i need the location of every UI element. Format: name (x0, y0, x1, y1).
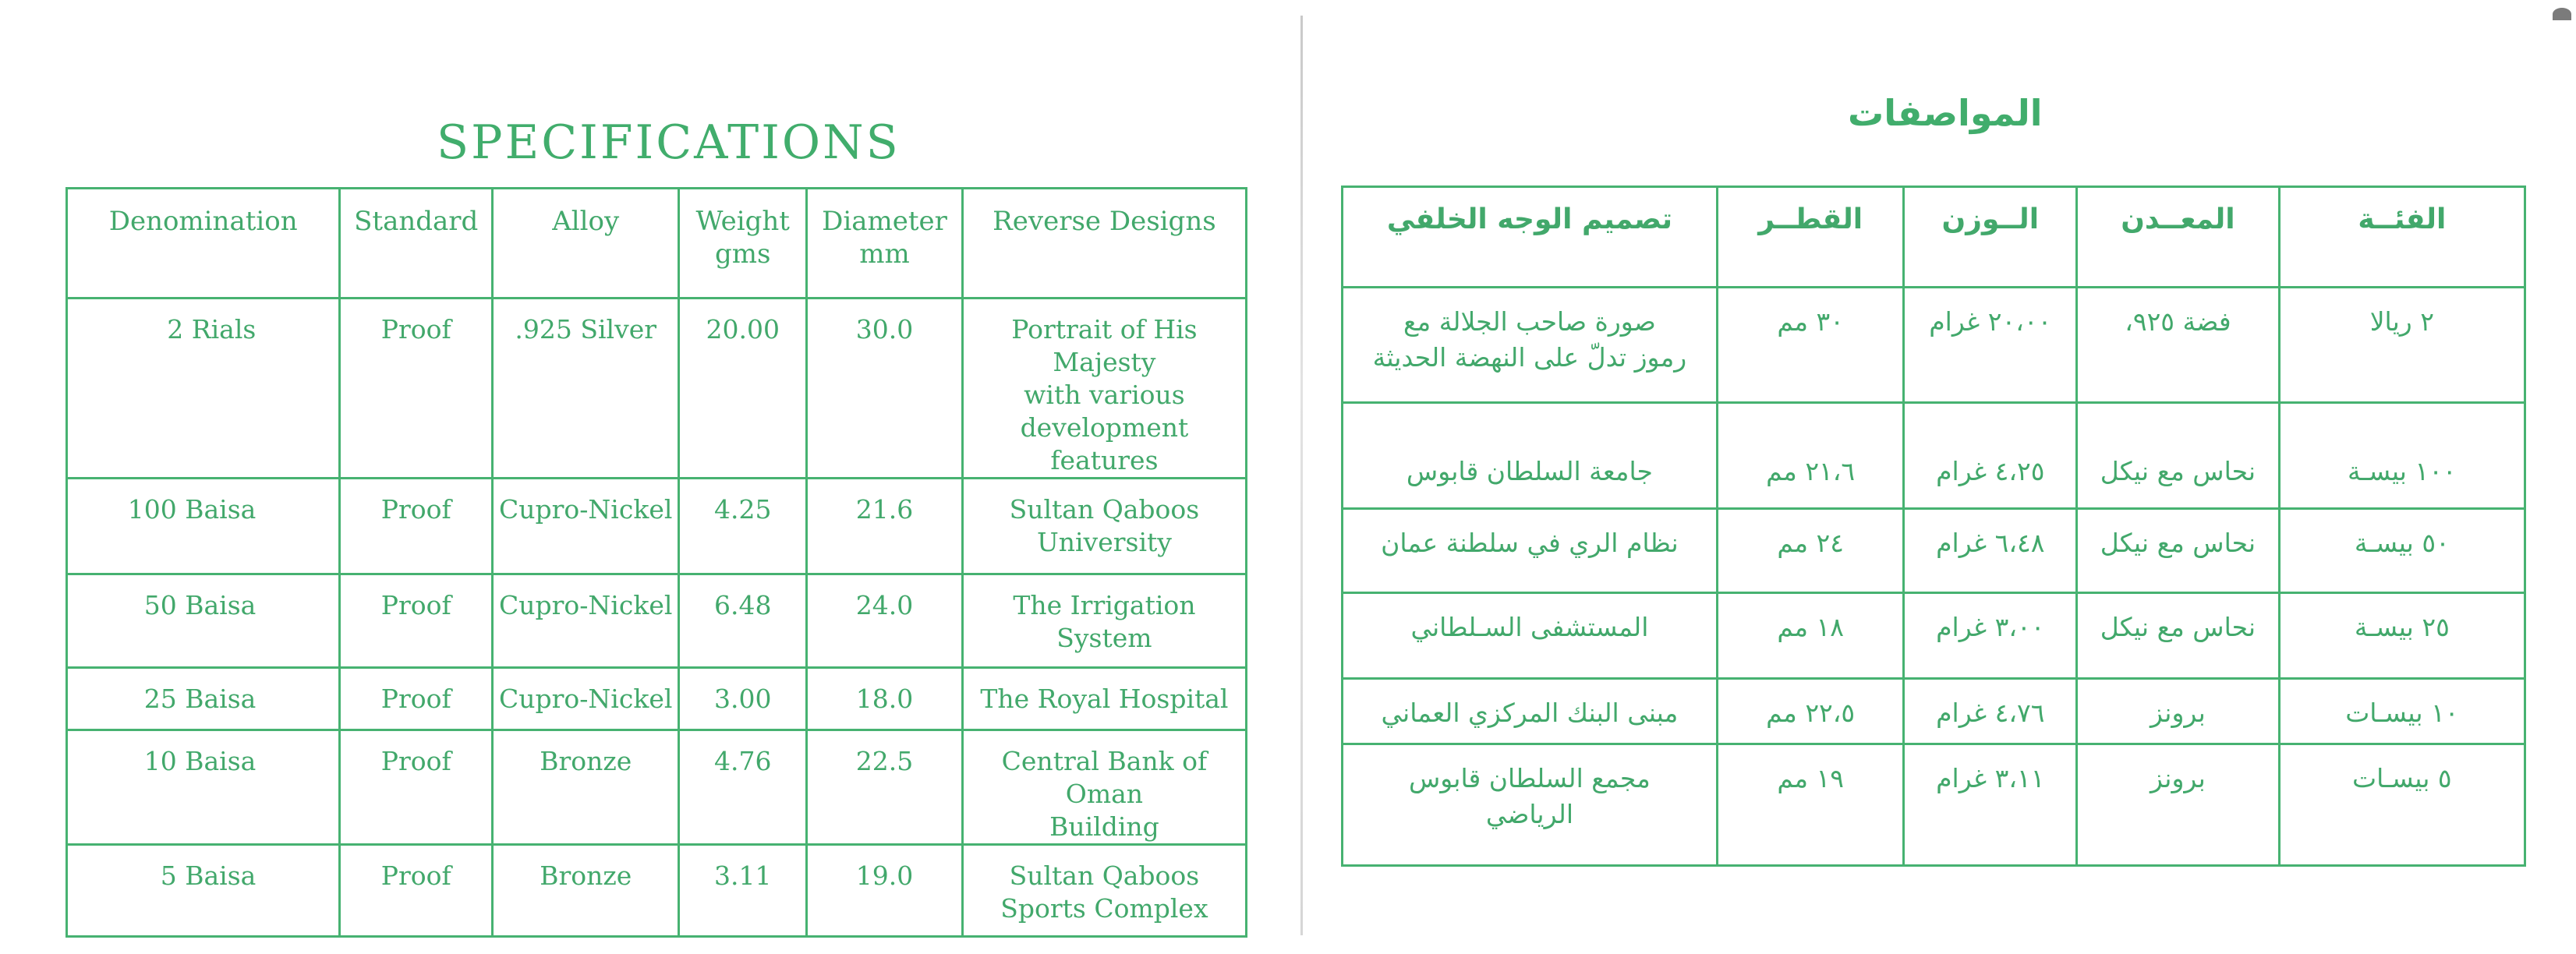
cell-metal: برونز (2077, 744, 2280, 866)
cell-diameter: 18.0 (807, 668, 963, 730)
design-line: Portrait of His Majesty (1011, 314, 1198, 377)
cell-category: ١٠ بيسـات (2279, 679, 2525, 744)
design-line: development features (1020, 412, 1189, 475)
design-line: مجمع السلطان قابوس (1408, 763, 1651, 793)
cell-metal: نحاس مع نيكل (2077, 509, 2280, 593)
header-reverse-design: تصميم الوجه الخلفي (1343, 187, 1718, 288)
cell-metal: برونز (2077, 679, 2280, 744)
cell-category: ١٠٠ بيسـة (2279, 403, 2525, 509)
cell-reverse-design (962, 299, 1246, 479)
cell-weight: ٣،٠٠ غرام (1904, 593, 2077, 679)
cell-diameter: 21.6 (807, 479, 963, 574)
specifications-title-arabic: المواصفات (1848, 92, 2043, 134)
design-line: University (1036, 527, 1172, 557)
table-row (1343, 288, 2525, 403)
header-weight (679, 189, 807, 299)
cell-standard: Proof (340, 668, 493, 730)
header-category: الفئــة (2279, 187, 2525, 288)
design-line: رموز تدلّ على النهضة الحديثة (1372, 342, 1687, 373)
table-row (1343, 403, 2525, 509)
cell-weight: 4.76 (679, 730, 807, 845)
cell-weight: 6.48 (679, 574, 807, 668)
design-line: with various (1024, 380, 1185, 410)
table-row (67, 730, 1247, 845)
header-weight-line1: Weight (695, 206, 790, 237)
header-diameter-line2: mm (859, 238, 910, 270)
cell-alloy: Cupro-Nickel (493, 574, 679, 668)
cell-weight: 3.00 (679, 668, 807, 730)
cell-alloy: Cupro-Nickel (493, 668, 679, 730)
design-line: Building (1049, 811, 1159, 842)
cell-alloy: .925 Silver (493, 299, 679, 479)
design-line: Sultan Qaboos (1009, 860, 1200, 891)
cell-category: ٥٠ بيسـة (2279, 509, 2525, 593)
cell-denomination: 100 Baisa (67, 479, 340, 574)
cell-metal: نحاس مع نيكل (2077, 593, 2280, 679)
design-line: Sports Complex (1000, 893, 1208, 924)
table-row (67, 574, 1247, 668)
cell-denomination: 50 Baisa (67, 574, 340, 668)
cell-weight: 20.00 (679, 299, 807, 479)
header-denomination: Denomination (67, 189, 340, 299)
header-diameter (807, 189, 963, 299)
cell-denomination: 10 Baisa (67, 730, 340, 845)
table-row (1343, 679, 2525, 744)
cell-reverse-design (962, 845, 1246, 937)
cell-alloy: Bronze (493, 845, 679, 937)
table-row (1343, 744, 2525, 866)
design-line: Sultan Qaboos (1009, 494, 1200, 525)
cell-metal: نحاس مع نيكل (2077, 403, 2280, 509)
cell-standard: Proof (340, 479, 493, 574)
cell-standard: Proof (340, 574, 493, 668)
cell-alloy: Cupro-Nickel (493, 479, 679, 574)
header-weight: الــوزن (1904, 187, 2077, 288)
header-diameter-line1: Diameter (822, 206, 947, 237)
table-row (67, 299, 1247, 479)
cell-diameter: 19.0 (807, 845, 963, 937)
header-standard: Standard (340, 189, 493, 299)
cell-reverse-design (962, 479, 1246, 574)
header-alloy: Alloy (493, 189, 679, 299)
cell-category: ٢٥ بيسـة (2279, 593, 2525, 679)
cell-reverse-design (1343, 288, 1718, 403)
cell-reverse-design: جامعة السلطان قابوس (1343, 403, 1718, 509)
cell-standard: Proof (340, 730, 493, 845)
cell-reverse-design: مبنى البنك المركزي العماني (1343, 679, 1718, 744)
cell-reverse-design (1343, 744, 1718, 866)
table-row (1343, 593, 2525, 679)
cell-reverse-design (962, 574, 1246, 668)
design-line: The Irrigation (1013, 590, 1196, 620)
cell-standard: Proof (340, 845, 493, 937)
specifications-table-ar (1341, 186, 2526, 867)
cell-denomination: 5 Baisa (67, 845, 340, 937)
header-metal: المعــدن (2077, 187, 2280, 288)
table-header-row (67, 189, 1247, 299)
cell-reverse-design (962, 668, 1246, 730)
cell-reverse-design (962, 730, 1246, 845)
header-reverse-designs: Reverse Designs (962, 189, 1246, 299)
cell-weight: ٤،٢٥ غرام (1904, 403, 2077, 509)
cell-weight: ٦،٤٨ غرام (1904, 509, 2077, 593)
table-row (1343, 509, 2525, 593)
cell-diameter: 30.0 (807, 299, 963, 479)
cell-diameter: ١٩ مم (1717, 744, 1904, 866)
cell-diameter: ٢٢،٥ مم (1717, 679, 1904, 744)
cell-weight: ٣،١١ غرام (1904, 744, 2077, 866)
cell-diameter: 24.0 (807, 574, 963, 668)
table-header-row (1343, 187, 2525, 288)
cell-alloy: Bronze (493, 730, 679, 845)
specifications-table-en (65, 187, 1247, 938)
cell-category: ٢ ريالا (2279, 288, 2525, 403)
cell-metal: فضة ٩٢٥، (2077, 288, 2280, 403)
cell-weight: 4.25 (679, 479, 807, 574)
cell-diameter: ٣٠ مم (1717, 288, 1904, 403)
table-row (67, 845, 1247, 937)
cell-reverse-design: نظام الري في سلطنة عمان (1343, 509, 1718, 593)
cell-diameter: ٢٤ مم (1717, 509, 1904, 593)
design-line: System (1056, 623, 1152, 653)
header-diameter: القطــر (1717, 187, 1904, 288)
table-row (67, 479, 1247, 574)
cell-category: ٥ بيسـات (2279, 744, 2525, 866)
design-line: صورة صاحب الجلالة مع (1403, 306, 1656, 337)
cell-standard: Proof (340, 299, 493, 479)
cell-denomination: 2 Rials (67, 299, 340, 479)
cell-weight: ٢٠،٠٠ غرام (1904, 288, 2077, 403)
design-line: The Royal Hospital (980, 684, 1229, 714)
cell-weight: ٤،٧٦ غرام (1904, 679, 2077, 744)
design-line: الرياضي (1485, 799, 1574, 829)
cell-diameter: ١٨ مم (1717, 593, 1904, 679)
cell-diameter: ٢١،٦ مم (1717, 403, 1904, 509)
header-weight-line2: gms (715, 238, 771, 270)
cell-weight: 3.11 (679, 845, 807, 937)
cell-reverse-design: المستشفى السـلطاني (1343, 593, 1718, 679)
specifications-title: SPECIFICATIONS (437, 115, 901, 170)
cell-denomination: 25 Baisa (67, 668, 340, 730)
table-row (67, 668, 1247, 730)
design-line: Central Bank of Oman (1001, 746, 1208, 809)
cell-diameter: 22.5 (807, 730, 963, 845)
